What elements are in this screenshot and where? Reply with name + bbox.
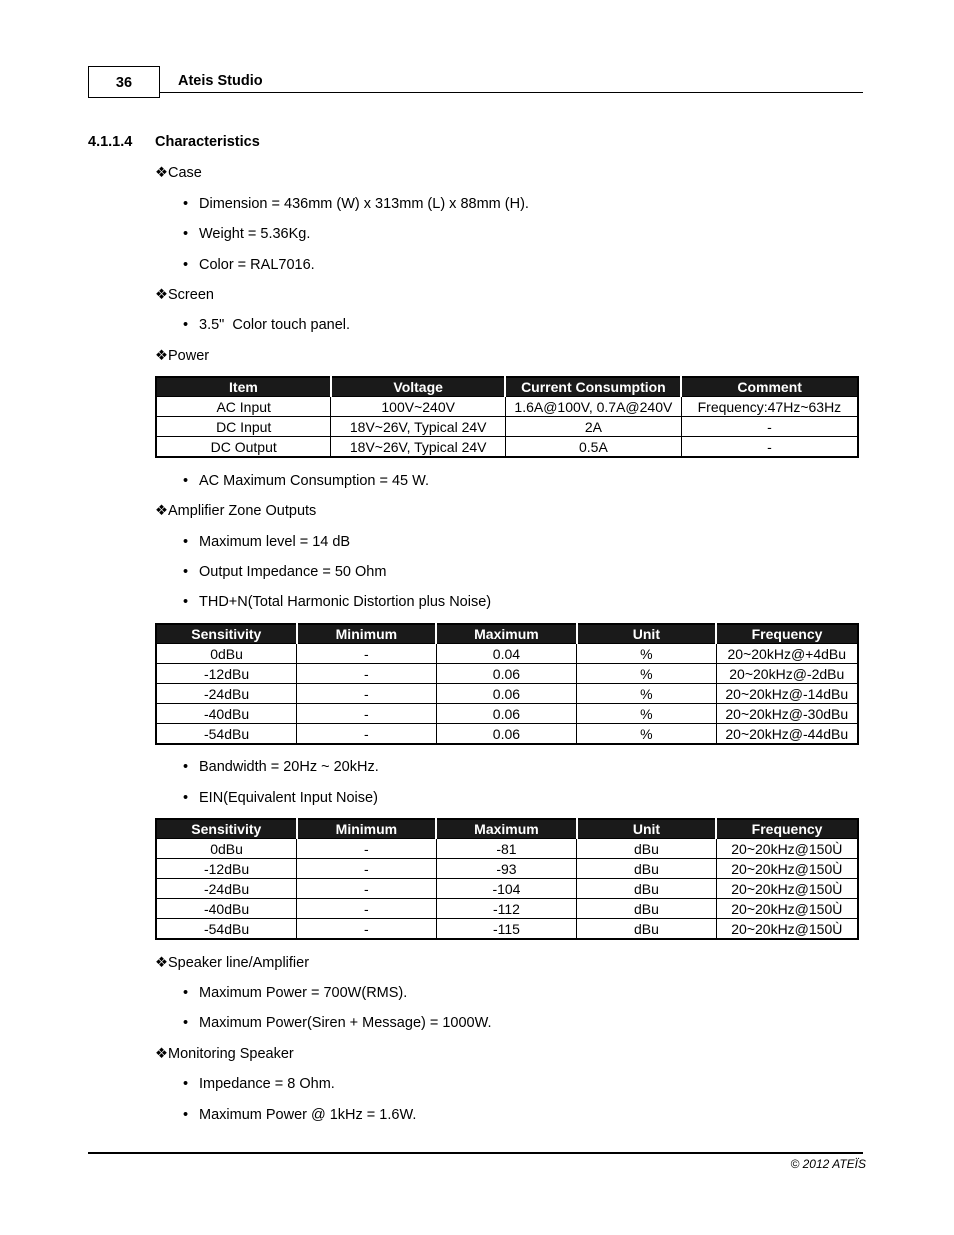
list-item: • THD+N(Total Harmonic Distortion plus Noise) xyxy=(183,594,492,610)
table-cell: -12dBu xyxy=(156,859,297,879)
bullet-icon: • xyxy=(183,564,189,580)
table-cell: -24dBu xyxy=(156,879,297,899)
column-header: Item xyxy=(156,377,331,397)
bullet-icon: • xyxy=(183,1015,189,1031)
footer-copyright: © 2012 ATEÏS xyxy=(790,1157,866,1171)
table-cell: % xyxy=(577,664,716,684)
column-header: Maximum xyxy=(436,819,577,839)
table-cell: - xyxy=(297,859,437,879)
header-title: Ateis Studio xyxy=(178,73,263,89)
group-monitoring: ❖Monitoring Speaker xyxy=(155,1046,294,1062)
list-item: • Impedance = 8 Ohm. xyxy=(183,1076,335,1092)
table-cell: 20~20kHz@-44dBu xyxy=(716,724,858,745)
list-item: • AC Maximum Consumption = 45 W. xyxy=(183,473,430,489)
table-cell: 0dBu xyxy=(156,644,297,664)
diamond-icon: ❖ xyxy=(155,1046,168,1062)
column-header: Minimum xyxy=(297,819,437,839)
table-row xyxy=(156,417,858,437)
column-header: Voltage xyxy=(331,377,506,397)
list-item: • Maximum Power(Siren + Message) = 1000W. xyxy=(183,1015,492,1031)
list-item: • Output Impedance = 50 Ohm xyxy=(183,564,387,580)
table-cell: 1.6A@100V, 0.7A@240V xyxy=(505,397,681,417)
list-item: • Maximum Power = 700W(RMS). xyxy=(183,985,408,1001)
table-cell: -40dBu xyxy=(156,899,297,919)
column-header: Comment xyxy=(681,377,858,397)
bullet-icon: • xyxy=(183,1107,189,1123)
table-cell: 2A xyxy=(505,417,681,437)
table-cell: AC Input xyxy=(156,397,331,417)
table-row xyxy=(156,724,858,745)
list-item: • Maximum level = 14 dB xyxy=(183,534,351,550)
table-cell: - xyxy=(681,417,858,437)
header-rule xyxy=(160,92,863,93)
column-header: Frequency xyxy=(716,819,858,839)
table-header-row xyxy=(156,377,858,397)
column-header: Minimum xyxy=(297,624,437,644)
list-item: • Maximum Power @ 1kHz = 1.6W. xyxy=(183,1107,417,1123)
table-cell: -12dBu xyxy=(156,664,297,684)
table-cell: 0.04 xyxy=(436,644,577,664)
ein-table xyxy=(155,818,859,940)
table-row xyxy=(156,899,858,919)
table-cell: -54dBu xyxy=(156,724,297,745)
table-cell: -112 xyxy=(436,899,577,919)
list-item: • EIN(Equivalent Input Noise) xyxy=(183,790,378,806)
table-cell: DC Input xyxy=(156,417,331,437)
table-cell: -115 xyxy=(436,919,577,940)
table-cell: -104 xyxy=(436,879,577,899)
table-cell: dBu xyxy=(577,859,716,879)
table-cell: 20~20kHz@150Ù xyxy=(716,899,858,919)
column-header: Unit xyxy=(577,819,716,839)
table-row xyxy=(156,859,858,879)
table-cell: % xyxy=(577,684,716,704)
table-cell: dBu xyxy=(577,919,716,940)
table-cell: - xyxy=(297,879,437,899)
table-cell: 0dBu xyxy=(156,839,297,859)
table-cell: - xyxy=(297,899,437,919)
bullet-icon: • xyxy=(183,473,189,489)
list-item: • Color = RAL7016. xyxy=(183,257,315,273)
bullet-icon: • xyxy=(183,196,189,212)
table-cell: -93 xyxy=(436,859,577,879)
table-cell: -40dBu xyxy=(156,704,297,724)
column-header: Maximum xyxy=(436,624,577,644)
footer-rule xyxy=(88,1152,863,1154)
column-header: Current Consumption xyxy=(505,377,681,397)
list-item: • Bandwidth = 20Hz ~ 20kHz. xyxy=(183,759,379,775)
table-cell: 0.06 xyxy=(436,664,577,684)
table-row xyxy=(156,684,858,704)
table-row xyxy=(156,397,858,417)
bullet-icon: • xyxy=(183,1076,189,1092)
table-row xyxy=(156,664,858,684)
table-cell: 0.06 xyxy=(436,704,577,724)
table-cell: - xyxy=(297,839,437,859)
diamond-icon: ❖ xyxy=(155,287,168,303)
table-cell: dBu xyxy=(577,839,716,859)
thd-table xyxy=(155,623,859,745)
table-cell: 18V~26V, Typical 24V xyxy=(331,437,506,458)
table-cell: 20~20kHz@150Ù xyxy=(716,879,858,899)
table-row xyxy=(156,839,858,859)
table-cell: % xyxy=(577,704,716,724)
bullet-icon: • xyxy=(183,534,189,550)
table-cell: 0.5A xyxy=(505,437,681,458)
table-cell: - xyxy=(297,664,437,684)
list-item: • Dimension = 436mm (W) x 313mm (L) x 88mm (H). xyxy=(183,196,529,212)
column-header: Sensitivity xyxy=(156,624,297,644)
table-cell: dBu xyxy=(577,879,716,899)
table-cell: % xyxy=(577,724,716,745)
table-cell: 20~20kHz@-2dBu xyxy=(716,664,858,684)
power-table xyxy=(155,376,859,458)
table-header-row xyxy=(156,624,858,644)
table-cell: DC Output xyxy=(156,437,331,458)
diamond-icon: ❖ xyxy=(155,503,168,519)
group-case: ❖Case xyxy=(155,165,202,181)
page-number: 36 xyxy=(88,66,160,98)
table-cell: 20~20kHz@150Ù xyxy=(716,839,858,859)
table-cell: 0.06 xyxy=(436,724,577,745)
diamond-icon: ❖ xyxy=(155,955,168,971)
table-cell: - xyxy=(297,724,437,745)
table-row xyxy=(156,919,858,940)
table-cell: Frequency:47Hz~63Hz xyxy=(681,397,858,417)
column-header: Unit xyxy=(577,624,716,644)
group-power: ❖Power xyxy=(155,348,210,364)
table-cell: 100V~240V xyxy=(331,397,506,417)
diamond-icon: ❖ xyxy=(155,165,168,181)
bullet-icon: • xyxy=(183,226,189,242)
table-cell: -81 xyxy=(436,839,577,859)
table-cell: - xyxy=(297,919,437,940)
group-screen: ❖Screen xyxy=(155,287,214,303)
bullet-icon: • xyxy=(183,985,189,1001)
bullet-icon: • xyxy=(183,257,189,273)
column-header: Frequency xyxy=(716,624,858,644)
table-cell: 20~20kHz@-14dBu xyxy=(716,684,858,704)
table-row xyxy=(156,644,858,664)
table-row xyxy=(156,879,858,899)
bullet-icon: • xyxy=(183,759,189,775)
table-cell: - xyxy=(297,704,437,724)
table-cell: 0.06 xyxy=(436,684,577,704)
section-title: Characteristics xyxy=(155,134,260,150)
table-cell: - xyxy=(297,684,437,704)
group-amp-zone: ❖Amplifier Zone Outputs xyxy=(155,503,317,519)
table-cell: 20~20kHz@+4dBu xyxy=(716,644,858,664)
table-cell: % xyxy=(577,644,716,664)
list-item: • Weight = 5.36Kg. xyxy=(183,226,311,242)
table-cell: -54dBu xyxy=(156,919,297,940)
bullet-icon: • xyxy=(183,594,189,610)
bullet-icon: • xyxy=(183,790,189,806)
table-cell: 20~20kHz@150Ù xyxy=(716,919,858,940)
section-number: 4.1.1.4 xyxy=(88,134,133,150)
diamond-icon: ❖ xyxy=(155,348,168,364)
table-row xyxy=(156,704,858,724)
table-row xyxy=(156,437,858,458)
column-header: Sensitivity xyxy=(156,819,297,839)
table-cell: - xyxy=(681,437,858,458)
bullet-icon: • xyxy=(183,317,189,333)
group-speaker-line: ❖Speaker line/Amplifier xyxy=(155,955,310,971)
list-item: • 3.5" Color touch panel. xyxy=(183,317,351,333)
table-cell: 20~20kHz@150Ù xyxy=(716,859,858,879)
table-cell: - xyxy=(297,644,437,664)
table-cell: dBu xyxy=(577,899,716,919)
table-header-row xyxy=(156,819,858,839)
table-cell: 18V~26V, Typical 24V xyxy=(331,417,506,437)
table-cell: -24dBu xyxy=(156,684,297,704)
table-cell: 20~20kHz@-30dBu xyxy=(716,704,858,724)
